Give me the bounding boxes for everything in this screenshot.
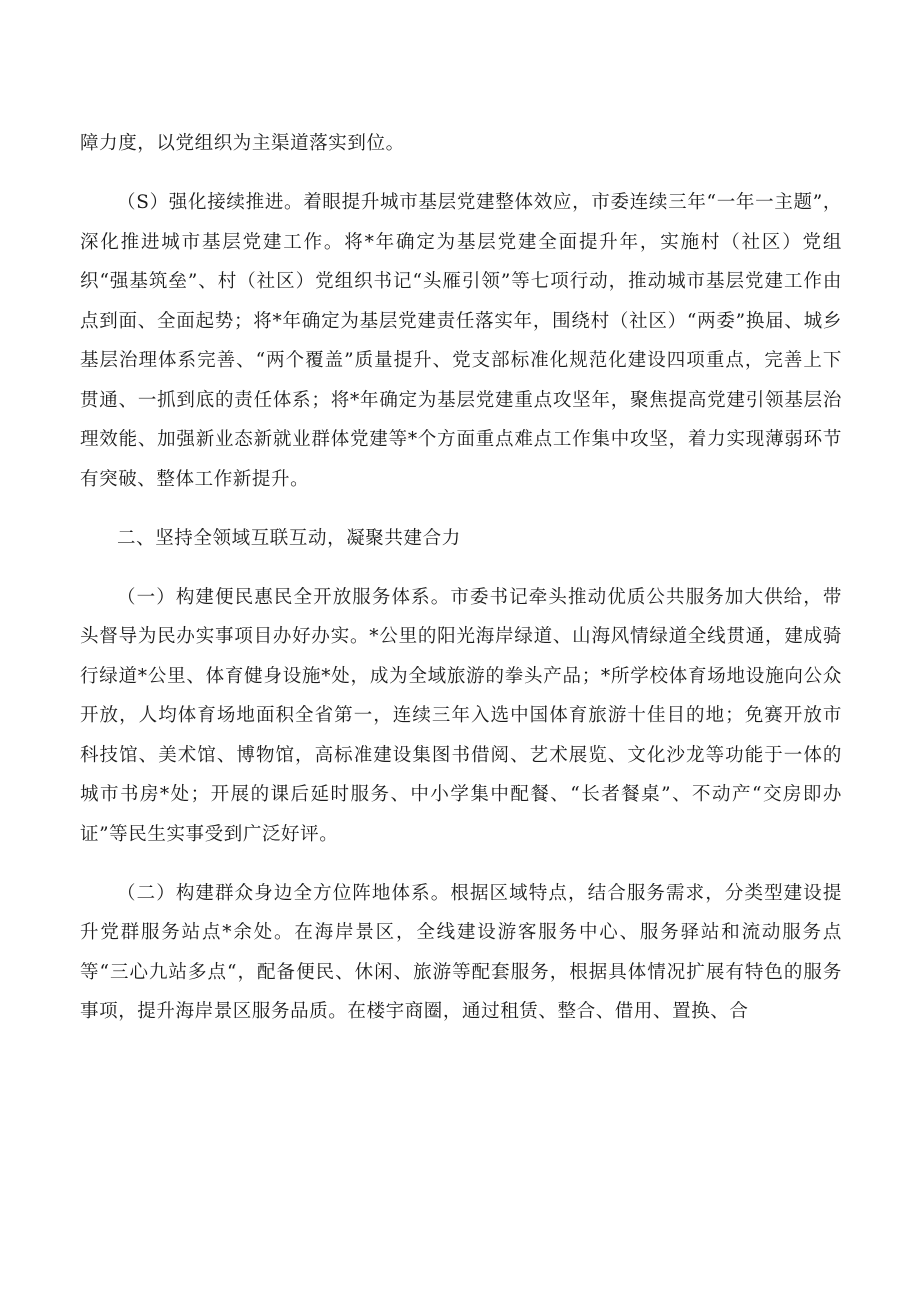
paragraph-service-system: （一）构建便民惠民全开放服务体系。市委书记牵头推动优质公共服务加大供给，带头督导为民办实事项目办好办实。*公里的阳光海岸绿道、山海风情绿道全线贯通，建成骑行绿道*公里、体育健身设施*处，成为全域旅游的拳头产品；*所学校体育场地设施向公众开放，人均体育场地面积全省第一，连续三年入选中国体育旅游十佳目的地；免赛开放市科技馆、美术馆、博物馆，高标准建设集图书借阅、艺术展览、文化沙龙等功能于一体的城市书房*处；开展的课后延时服务、中小学集中配餐、“长者餐桌”、不动产“交房即办证”等民生实事受到广泛好评。 [80,586,842,845]
paragraph-position-system: （二）构建群众身边全方位阵地体系。根据区域特点，结合服务需求，分类型建设提升党群服务站点*余处。在海岸景区，全线建设游客服务中心、服务驿站和流动服务点等“三心九站多点“，配备便民、休闲、旅游等配套服务，根据具体情况扩展有特色的服务事项，提升海岸景区服务品质。在楼宇商圈，通过租赁、整合、借用、置换、合 [80,882,842,1022]
document-body [80,124,842,1051]
section-heading-two: 二、坚持全领域互联互动，凝聚共建合力 [117,527,461,549]
paragraph-continued: 障力度，以党组织为主渠道落实到位。 [80,133,405,154]
paragraph-strengthen-continuity: （S）强化接续推进。着眼提升城市基层党建整体效应，市委连续三年“一年一主题”，深化推进城市基层党建工作。将*年确定为基层党建全面提升年，实施村（社区）党组织“强基筑垒”、村（社区）党组织书记“头雁引领”等七项行动，推动城市基层党建工作由点到面、全面起势；将*年确定为基层党建责任落实年，围绕村（社区）“两委”换届、城乡基层治理体系完善、“两个覆盖”质量提升、党支部标准化规范化建设四项重点，完善上下贯通、一抓到底的责任体系；将*年确定为基层党建重点攻坚年，聚焦提高党建引领基层治理效能、加强新业态新就业群体党建等*个方面重点难点工作集中攻坚，着力实现薄弱环节有突破、整体工作新提升。 [80,192,842,490]
